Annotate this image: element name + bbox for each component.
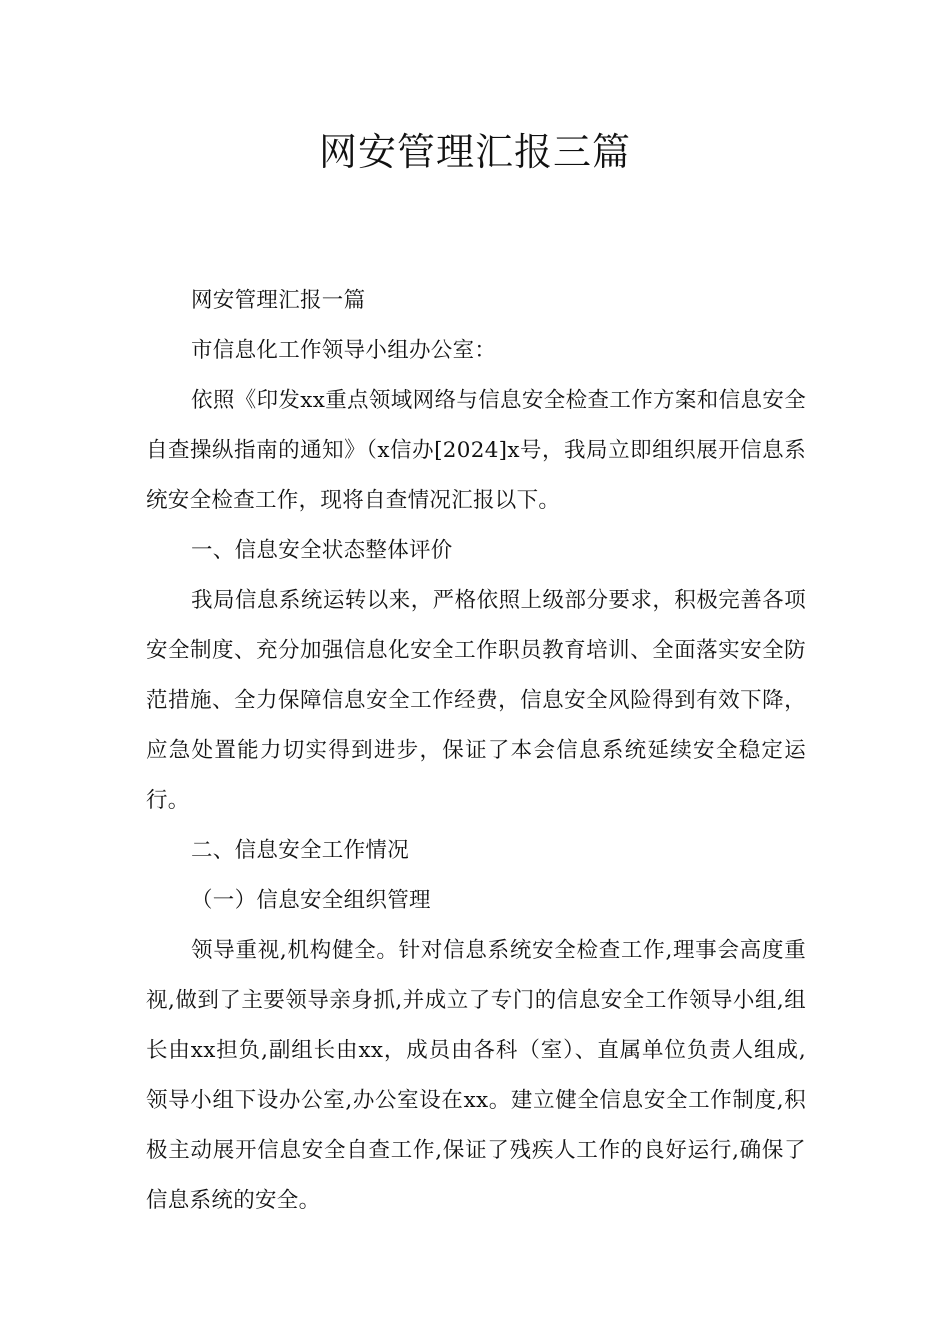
document-body [146, 276, 806, 1226]
organization-paragraph: 领导重视,机构健全。针对信息系统安全检查工作,理事会高度重视,做到了主要领导亲身抓,并成立了专门的信息安全工作领导小组,组长由xx担负,副组长由xx，成员由各科（室）、直属单位负责人组成,领导小组下设办公室,办公室设在xx。建立健全信息安全工作制度,积极主动展开信息安全自查工作,保证了残疾人工作的良好运行,确保了信息系统的安全。 [146, 938, 806, 1213]
subheading-organization-management: （一）信息安全组织管理 [191, 888, 431, 913]
evaluation-paragraph: 我局信息系统运转以来，严格依照上级部分要求，积极完善各项安全制度、充分加强信息化安全工作职员教育培训、全面落实安全防范措施、全力保障信息安全工作经费，信息安全风险得到有效下降，应急处置能力切实得到进步，保证了本会信息系统延续安全稳定运行。 [146, 588, 806, 813]
heading-work-status: 二、信息安全工作情况 [191, 838, 410, 863]
document-title: 网安管理汇报三篇 [318, 130, 631, 174]
heading-overall-evaluation: 一、信息安全状态整体评价 [191, 538, 453, 563]
section-heading-part-one: 网安管理汇报一篇 [191, 288, 366, 313]
salutation: 市信息化工作领导小组办公室： [191, 338, 497, 363]
intro-paragraph: 依照《印发xx重点领域网络与信息安全检查工作方案和信息安全自查操纵指南的通知》（x信办[2024]x号，我局立即组织展开信息系统安全检查工作，现将自查情况汇报以下。 [146, 388, 806, 513]
